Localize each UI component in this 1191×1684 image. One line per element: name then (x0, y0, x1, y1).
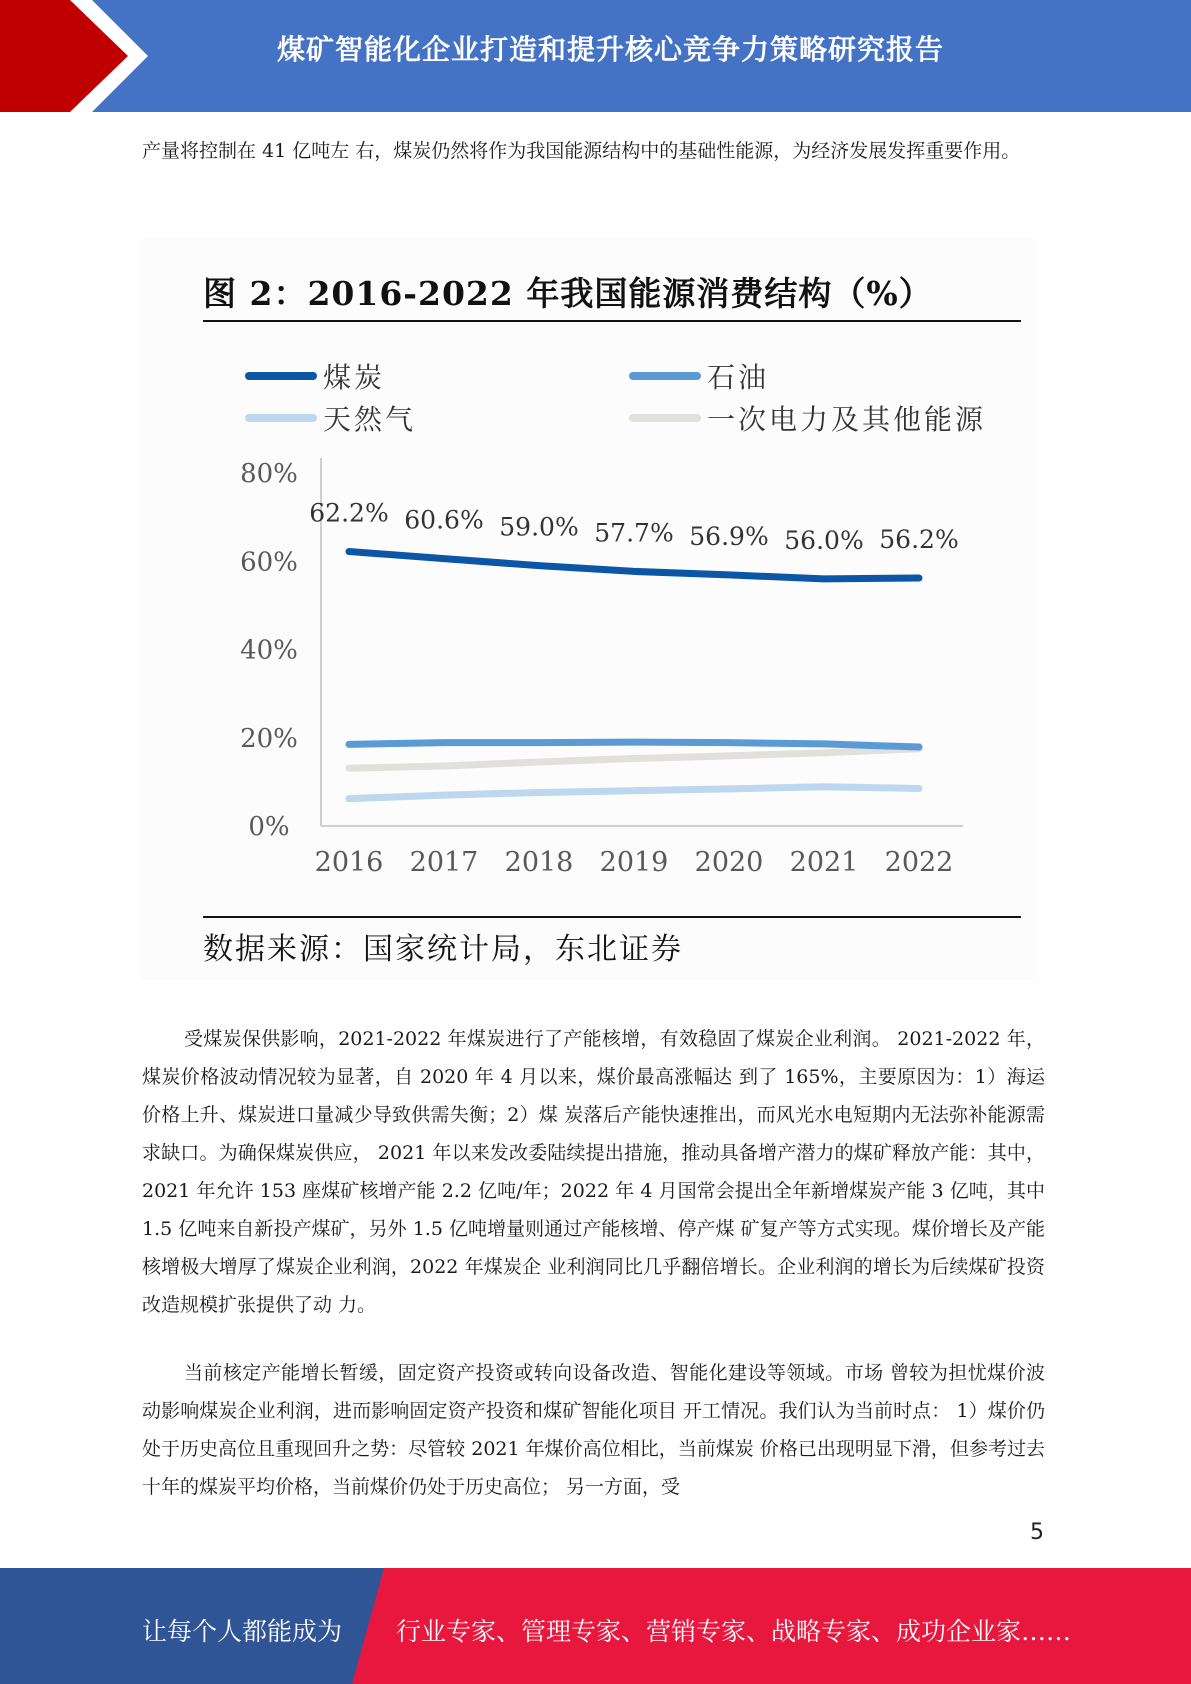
footer-slogan-left: 让每个人都能成为 (142, 1617, 343, 1646)
figure-bottom-rule (203, 916, 1021, 918)
series-line-0 (349, 552, 919, 579)
data-label-coal: 56.9% (689, 521, 769, 551)
legend-label-coal: 煤炭 (323, 361, 386, 394)
page-footer (0, 1568, 1191, 1684)
page-number: 5 (1030, 1520, 1044, 1545)
series-line-3 (349, 749, 919, 768)
paragraph-coal-supply: 受煤炭保供影响，2021-2022 年煤炭进行了产能核增，有效稳固了煤炭企业利润。 2021-2022 年，煤炭价格波动情况较为显著，自 2020 年 4 月以来，煤价最高涨幅达 到了 165%，主要原因为：1）海运价格上升、煤炭进口量减少导致供需失衡；2）煤 炭落后产能快速推出，而风光水电短期内无法弥补能源需求缺口。为确保煤炭供应， 2021 年以来发改委陆续提出措施，推动具备增产潜力的煤矿释放产能：其中，2021 年允许 153 座煤矿核增产能 2.2 亿吨/年；2022 年 4 月国常会提出全年新增煤炭产能 3 亿吨，其中 1.5 亿吨来自新投产煤矿，另外 1.5 亿吨增量则通过产能核增、停产煤 矿复产等方式实现。煤价增长及产能核增极大增厚了煤炭企业利润，2022 年煤炭企 业利润同比几乎翻倍增长。企业利润的增长为后续煤矿投资改造规模扩张提供了动 力。 (142, 1028, 1045, 1316)
figure-title: 图 2：2016-2022 年我国能源消费结构（%） (203, 274, 933, 313)
figure-energy-structure (141, 238, 1037, 980)
data-label-coal: 62.2% (309, 498, 389, 528)
paragraph-investment: 当前核定产能增长暂缓，固定资产投资或转向设备改造、智能化建设等领域。市场 曾较为担忧煤价波动影响煤炭企业利润，进而影响固定资产投资和煤矿智能化项目 开工情况。我们认为当前时点： 1）煤价仍处于历史高位且重现回升之势：尽管较 2021 年煤价高位相比，当前煤炭 价格已出现明显下滑，但参考过去十年的煤炭平均价格，当前煤价仍处于历史高位； 另一方面，受 (142, 1362, 1045, 1498)
y-tick-label: 60% (240, 547, 298, 578)
x-tick-label: 2021 (789, 847, 859, 878)
x-tick-label: 2020 (694, 847, 764, 878)
page-header (0, 0, 1191, 112)
x-tick-label: 2016 (314, 847, 384, 878)
y-tick-label: 20% (240, 723, 298, 754)
y-tick-label: 0% (248, 812, 290, 842)
legend-label-oil: 石油 (707, 361, 770, 394)
header-title: 煤矿智能化企业打造和提升核心竞争力策略研究报告 (276, 33, 944, 66)
data-label-coal: 56.2% (879, 525, 959, 555)
x-tick-label: 2019 (599, 847, 669, 878)
figure-source: 数据来源：国家统计局，东北证券 (203, 932, 683, 967)
data-label-coal: 60.6% (404, 505, 484, 535)
series-line-2 (349, 787, 919, 799)
legend-label-primary-power: 一次电力及其他能源 (707, 403, 987, 436)
line-chart (141, 238, 1037, 918)
legend-label-gas: 天然气 (323, 403, 417, 436)
footer-slogan-right: 行业专家、管理专家、营销专家、战略专家、成功企业家…… (396, 1617, 1072, 1646)
data-label-coal: 57.7% (594, 518, 674, 548)
x-tick-label: 2017 (409, 847, 479, 878)
y-tick-label: 80% (240, 459, 298, 489)
series-line-1 (349, 742, 919, 747)
x-tick-label: 2022 (884, 847, 954, 878)
data-label-coal: 56.0% (784, 525, 864, 555)
x-tick-label: 2018 (504, 847, 574, 878)
y-tick-label: 40% (240, 635, 298, 666)
paragraph-intro: 产量将控制在 41 亿吨左 右，煤炭仍然将作为我国能源结构中的基础性能源，为经济发展发挥重要作用。 (142, 140, 1021, 162)
data-label-coal: 59.0% (499, 512, 579, 542)
